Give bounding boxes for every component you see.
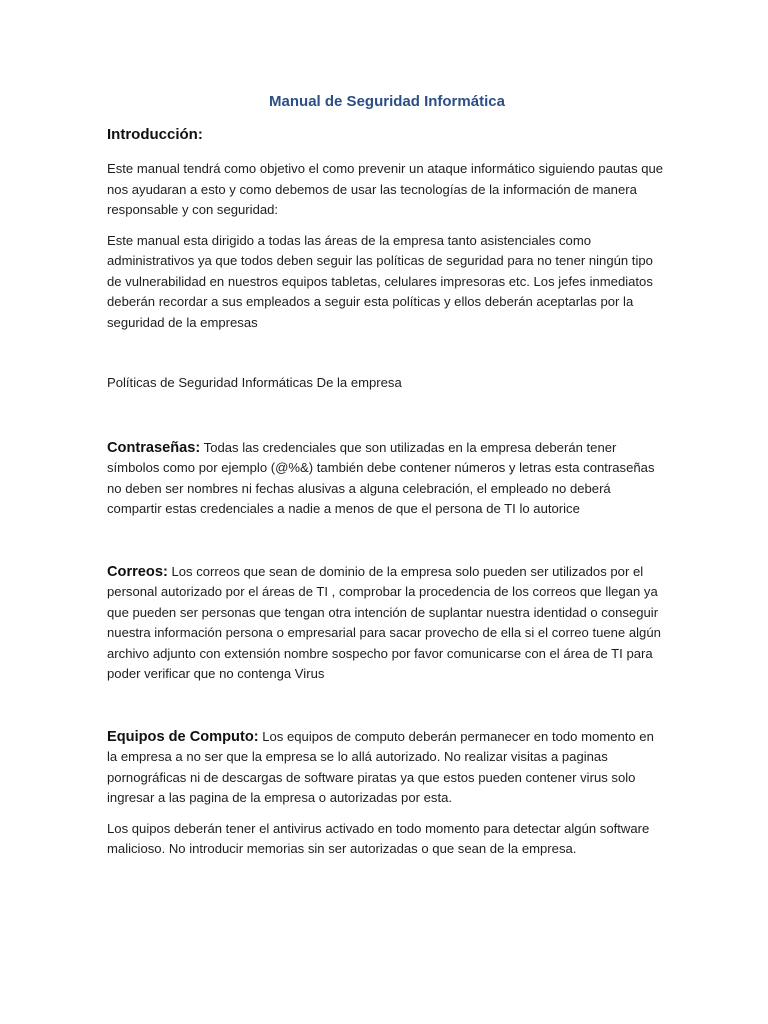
document-title: Manual de Seguridad Informática (269, 93, 505, 110)
section-contrasenas-text: Todas las credenciales que son utilizadas en la empresa deberán tener símbolos como por ejemplo (@%&) también debe contener números y letras esta contraseñas no deben ser nombres ni fechas alusivas a alguna celebración, el empleado no deberá compartir estas credenciales a nadie a menos de que el persona de TI lo autorice (107, 439, 655, 516)
document-body (107, 92, 667, 860)
policies-heading: Políticas de Seguridad Informáticas De la empresa (107, 375, 402, 390)
section-equipos-text: Los equipos de computo deberán permanecer en todo momento en la empresa a no ser que la empresa se lo allá autorizado. No realizar visitas a paginas pornográficas ni de descargas de software piratas ya que estos pueden contener virus solo ingresar a las pagina de la empresa o autorizadas por esta. (107, 728, 654, 805)
section-contrasenas-label: Contraseñas: (107, 439, 201, 456)
section-equipos-paragraph-2: Los quipos deberán tener el antivirus activado en todo momento para detectar algún software malicioso. No introducir memorias sin ser autorizadas o que sean de la empresa. (107, 820, 650, 856)
section-correos-label: Correos: (107, 563, 168, 580)
section-correos (107, 562, 667, 685)
intro-paragraph-2: Este manual esta dirigido a todas las áreas de la empresa tanto asistenciales como administrativos ya que todos deben seguir las políticas de seguridad para no tener ningún tipo de vulnerabilidad en nuestros equipos tabletas, celulares impresoras etc. Los jefes inmediatos deberán recordar a sus empleados a seguir esta políticas y ellos deberán aceptarlas por la seguridad de la empresas (107, 232, 653, 330)
section-equipos-label: Equipos de Computo: (107, 728, 259, 745)
section-equipos (107, 727, 667, 809)
section-contrasenas (107, 438, 667, 520)
intro-heading: Introducción: (107, 126, 203, 143)
intro-paragraph-1: Este manual tendrá como objetivo el como prevenir un ataque informático siguiendo pautas que nos ayudaran a esto y como debemos de usar las tecnologías de la información de manera responsable y con seguridad: (107, 161, 664, 217)
section-correos-text: Los correos que sean de dominio de la empresa solo pueden ser utilizados por el personal autorizado por el áreas de TI , comprobar la procedencia de los correos que llegan ya que pueden ser personas que tengan otra intención de suplantar nuestra identidad o conseguir nuestra información persona o empresarial para sacar provecho de ella si el correo tuene algún archivo adjunto con extensión nombre sospecho por favor comunicarse con el área de TI para poder verificar que no contenga Virus (107, 563, 661, 681)
